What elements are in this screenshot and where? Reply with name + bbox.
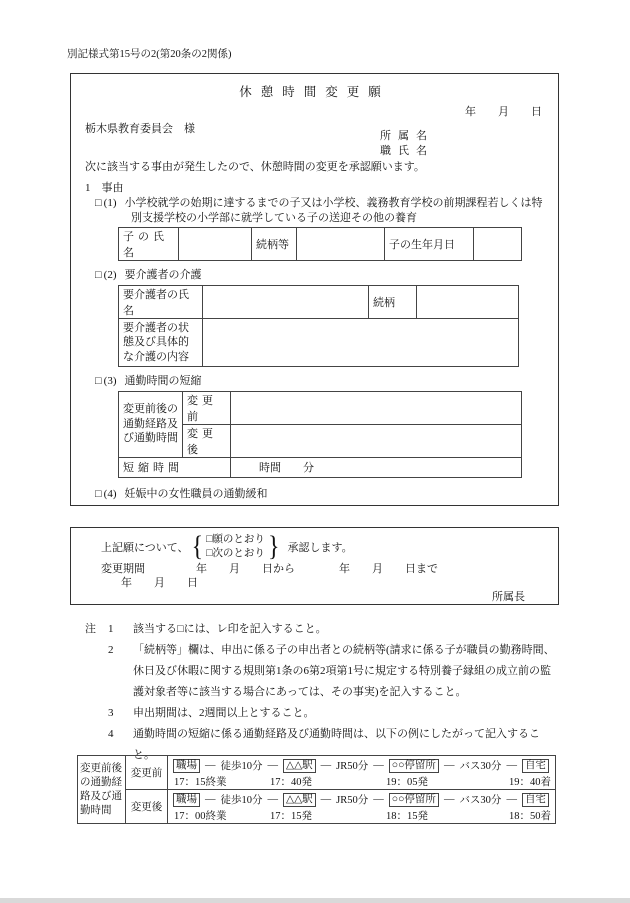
time-arrive-home: 18：50着: [509, 811, 551, 822]
route-dash: —: [443, 760, 455, 771]
time-train-dep: 17：15発: [270, 811, 312, 822]
note-4-text: 通勤時間の短縮に係る通勤経路及び通勤時間は、以下の例にしたがって記入すること。: [133, 728, 540, 761]
reason-2-checkbox[interactable]: □: [95, 269, 102, 281]
route-dash: —: [320, 760, 332, 771]
note-item-3: [85, 703, 561, 724]
reason-3-label: 通勤時間の短縮: [124, 375, 202, 387]
note-4-number: 4: [108, 728, 114, 740]
route-dash: —: [205, 794, 216, 805]
commute-route-label: 変更前後の通勤経路及び通勤時間: [119, 391, 183, 457]
reason-2-label: 要介護者の介護: [124, 269, 202, 281]
care-name-input[interactable]: [203, 285, 369, 318]
route-train: JR50分: [336, 761, 369, 772]
notes-marker: 注: [85, 623, 96, 635]
route-busstop: ○○停留所: [389, 793, 439, 807]
approval-suffix: 承認します。: [287, 542, 353, 554]
route-home: 自宅: [522, 793, 549, 807]
example-after-content: [168, 790, 556, 824]
care-relation-label: 続柄: [369, 285, 417, 318]
note-2-number: 2: [108, 644, 114, 656]
note-2-text: 「続柄等」欄は、申出に係る子の申出者との続柄等(請求に係る子が職員の勤務時間、休日及び休暇に関する規則第1条の6第2項第1号に規定する特別養子縁組の成立前の監護対象者等に該当する場合にあっては、その事実)を記入すること。: [133, 644, 555, 698]
approval-option-2: [206, 547, 265, 561]
reduction-time-field[interactable]: 時間 分: [231, 457, 522, 477]
route-station: △△駅: [283, 793, 316, 807]
child-birthdate-label: 子の生年月日: [385, 228, 474, 261]
notes-section: [85, 619, 561, 766]
reason-item-4: [95, 487, 546, 502]
page-bottom-edge: [0, 898, 630, 903]
route-walk: 徒歩10分: [220, 761, 263, 772]
route-dash: —: [267, 760, 278, 771]
route-dash: —: [443, 794, 455, 805]
form-title: 休憩時間変更願: [239, 85, 390, 99]
commute-after-label: 変更後: [183, 424, 231, 457]
applicant-block: [380, 129, 434, 159]
route-dash: —: [373, 794, 384, 805]
route-walk: 徒歩10分: [220, 795, 263, 806]
section1-heading: 1 事由: [85, 182, 124, 194]
approval-options: [206, 533, 265, 561]
approval-option-1: [206, 533, 265, 547]
example-before-label: 変更前: [126, 756, 168, 790]
supervisor-signature-label: 所属長: [492, 591, 525, 603]
reason-3-checkbox[interactable]: □: [95, 375, 102, 387]
route-station: △△駅: [283, 759, 316, 773]
route-dash: —: [373, 760, 384, 771]
brace-close: }: [267, 531, 280, 563]
reason-3-number: (3): [103, 375, 117, 387]
child-name-input[interactable]: [179, 228, 252, 261]
request-box: [70, 73, 559, 506]
addressee-label: 栃木県教育委員会 様: [85, 123, 195, 135]
care-name-label: 要介護者の氏名: [119, 285, 203, 318]
approval-prefix: 上記願について、: [101, 542, 189, 554]
reason-item-1: [95, 196, 546, 225]
approval-option-2-checkbox[interactable]: □: [206, 548, 213, 559]
reason-4-number: (4): [103, 487, 117, 500]
route-bus: バス30分: [459, 761, 502, 772]
example-before-route: [168, 756, 555, 773]
example-before-times: [168, 774, 555, 789]
reason-item-3: [95, 374, 546, 389]
change-period-label: 変更期間: [101, 563, 145, 575]
child-relation-label: 続柄等: [252, 228, 297, 261]
child-relation-input[interactable]: [297, 228, 385, 261]
reason-2-number: (2): [103, 269, 117, 281]
note-1-number: 1: [108, 623, 114, 635]
change-period-field[interactable]: 年 月 日から 年 月 日まで: [196, 563, 438, 575]
approval-box: [70, 527, 559, 605]
commute-after-input[interactable]: [231, 424, 522, 457]
route-bus: バス30分: [459, 795, 502, 806]
example-after-times: [168, 808, 555, 823]
route-dash: —: [506, 794, 517, 805]
care-info-table: [118, 285, 519, 368]
reduction-label: 短縮時間: [119, 457, 231, 477]
commute-before-label: 変更前: [183, 391, 231, 424]
time-bus-dep: 18：15発: [386, 811, 428, 822]
reason-4-checkbox[interactable]: □: [95, 487, 102, 500]
care-condition-label: 要介護者の状態及び具体的な介護の内容: [119, 318, 203, 367]
time-leave-work: 17：15終業: [174, 777, 227, 788]
request-date-field[interactable]: 年 月 日: [465, 106, 542, 118]
route-busstop: ○○停留所: [389, 759, 439, 773]
child-info-table: [118, 227, 522, 261]
example-after-label: 変更後: [126, 790, 168, 824]
route-workplace: 職場: [173, 793, 200, 807]
note-item-1: [85, 619, 561, 640]
note-3-text: 申出期間は、2週間以上とすること。: [133, 707, 315, 719]
reason-4-label: 妊娠中の女性職員の通勤緩和: [124, 487, 268, 500]
note-3-number: 3: [108, 707, 114, 719]
approval-option-1-checkbox[interactable]: □: [206, 534, 213, 545]
commute-example-table: [77, 755, 556, 824]
approval-option-1-label: 願のとおり: [212, 534, 265, 545]
time-arrive-home: 19：40着: [509, 777, 551, 788]
route-dash: —: [267, 794, 278, 805]
form-number-label: 別記様式第15号の2(第20条の2関係): [67, 49, 232, 60]
child-name-label: 子の氏名: [119, 228, 179, 261]
commute-before-input[interactable]: [231, 391, 522, 424]
note-1-text: 該当する□には、レ印を記入すること。: [133, 623, 327, 635]
route-home: 自宅: [522, 759, 549, 773]
staff-name-field[interactable]: 職氏名: [380, 145, 434, 157]
time-bus-dep: 19：05発: [386, 777, 428, 788]
route-dash: —: [506, 760, 517, 771]
example-before-content: [168, 756, 556, 790]
route-workplace: 職場: [173, 759, 200, 773]
approval-date-field[interactable]: 年 月 日: [121, 577, 198, 589]
child-birthdate-input[interactable]: [474, 228, 522, 261]
reason-1-label: 小学校就学の始期に達するまでの子又は小学校、義務教育学校の前期課程若しくは特別支援学校の小学部に就学している子の送迎その他の養育: [124, 197, 543, 224]
reason-1-checkbox[interactable]: □: [95, 197, 102, 209]
route-dash: —: [320, 794, 332, 805]
reason-item-2: [95, 268, 546, 283]
example-after-route: [168, 790, 555, 807]
route-train: JR50分: [336, 795, 369, 806]
commute-table: [118, 391, 522, 478]
brace-open: {: [191, 531, 204, 563]
route-dash: —: [205, 760, 216, 771]
example-row-header: 変更前後の通勤経路及び通勤時間: [78, 756, 126, 824]
time-leave-work: 17：00終業: [174, 811, 227, 822]
affiliation-name-field[interactable]: 所属名: [380, 130, 434, 142]
care-relation-input[interactable]: [417, 285, 519, 318]
note-item-2: [85, 640, 561, 703]
reason-1-number: (1): [103, 197, 117, 209]
approval-option-2-label: 次のとおり: [212, 548, 265, 559]
care-condition-input[interactable]: [203, 318, 519, 367]
intro-text: 次に該当する事由が発生したので、休憩時間の変更を承認願います。: [85, 161, 425, 173]
time-train-dep: 17：40発: [270, 777, 312, 788]
